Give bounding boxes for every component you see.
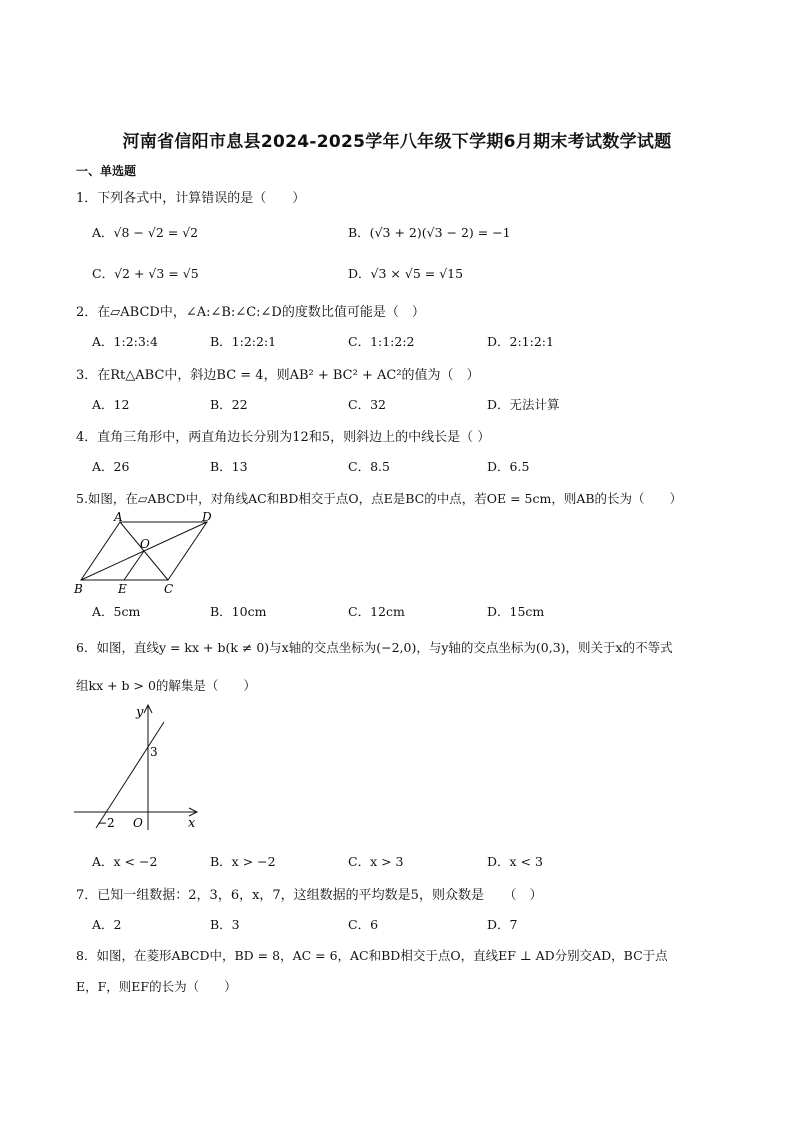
question-4-option-a: A．26 [92, 459, 130, 474]
question-3-option-d: D．无法计算 [487, 397, 560, 412]
question-6-option-d: D．x < 3 [487, 854, 543, 869]
question-1-stem: 1．下列各式中，计算错误的是（ ） [76, 191, 306, 206]
question-6-stem-continued: 组kx + b > 0的解集是（ ） [76, 678, 256, 693]
question-5-option-d: D．15cm [487, 604, 545, 619]
label-d: D [202, 510, 212, 524]
question-8-stem-continued: E，F，则EF的长为（ ） [76, 979, 237, 994]
question-1-option-b: B．(√3 + 2)(√3 − 2) = −1 [348, 225, 511, 240]
page-title: 河南省信阳市息县2024-2025学年八年级下学期6月期末考试数学试题 [122, 132, 672, 152]
question-7-option-b: B．3 [210, 917, 240, 932]
question-3-option-c: C．32 [348, 397, 386, 412]
question-7-option-c: C．6 [348, 917, 379, 932]
question-4-option-b: B．13 [210, 459, 248, 474]
question-6-option-b: B．x > −2 [210, 854, 276, 869]
question-3-stem: 3．在Rt△ABC中，斜边BC = 4，则AB² + BC² + AC²的值为（ ） [76, 368, 480, 383]
origin-label: O [133, 816, 143, 830]
question-2-option-b: B．1:2:2:1 [210, 334, 277, 349]
y-intercept-label: 3 [150, 745, 158, 759]
question-6-option-a: A．x < −2 [92, 854, 158, 869]
label-c: C [164, 582, 174, 596]
question-7-stem: 7．已知一组数据：2，3，6，x，7，这组数据的平均数是5，则众数是 （ ） [76, 888, 543, 903]
question-3-option-a: A．12 [92, 397, 130, 412]
question-3-option-b: B．22 [210, 397, 248, 412]
question-8-stem: 8．如图，在菱形ABCD中，BD = 8，AC = 6，AC和BD相交于点O，直线EF ⊥ AD分别交AD，BC于点 [76, 948, 668, 963]
section-heading: 一、单选题 [76, 164, 137, 178]
question-2-option-d: D．2:1:2:1 [487, 334, 554, 349]
question-2-stem: 2．在▱ABCD中，∠A:∠B:∠C:∠D的度数比值可能是（ ） [76, 305, 425, 320]
question-5-option-a: A．5cm [92, 604, 141, 619]
parallelogram-figure [70, 510, 220, 598]
question-2-option-c: C．1:1:2:2 [348, 334, 415, 349]
question-5-option-b: B．10cm [210, 604, 267, 619]
question-1-option-d: D．√3 × √5 = √15 [348, 266, 464, 281]
question-7-option-d: D．7 [487, 917, 518, 932]
question-6-option-c: C．x > 3 [348, 854, 404, 869]
question-2-option-a: A．1:2:3:4 [92, 334, 158, 349]
x-intercept-label: −2 [97, 816, 115, 830]
label-a: A [114, 510, 123, 524]
question-4-option-d: D．6.5 [487, 459, 530, 474]
question-4-option-c: C．8.5 [348, 459, 390, 474]
question-1-option-c: C．√2 + √3 = √5 [92, 266, 199, 281]
question-1-option-a: A．√8 − √2 = √2 [92, 225, 199, 240]
label-b: B [74, 582, 83, 596]
question-7-option-a: A．2 [92, 917, 122, 932]
question-6-stem: 6．如图，直线y = kx + b(k ≠ 0)与x轴的交点坐标为(−2,0)，与y轴的交点坐标为(0,3)，则关于x的不等式 [76, 640, 673, 655]
label-o: O [140, 537, 150, 551]
question-5-option-c: C．12cm [348, 604, 405, 619]
y-axis-label: y [136, 705, 144, 720]
question-4-stem: 4．直角三角形中，两直角边长分别为12和5，则斜边上的中线长是（ ） [76, 430, 491, 445]
x-axis-label: x [188, 816, 196, 831]
linear-function-graph [70, 700, 210, 835]
label-e: E [118, 582, 127, 596]
question-5-stem: 5.如图，在▱ABCD中，对角线AC和BD相交于点O，点E是BC的中点，若OE = 5cm，则AB的长为（ ） [76, 491, 683, 506]
